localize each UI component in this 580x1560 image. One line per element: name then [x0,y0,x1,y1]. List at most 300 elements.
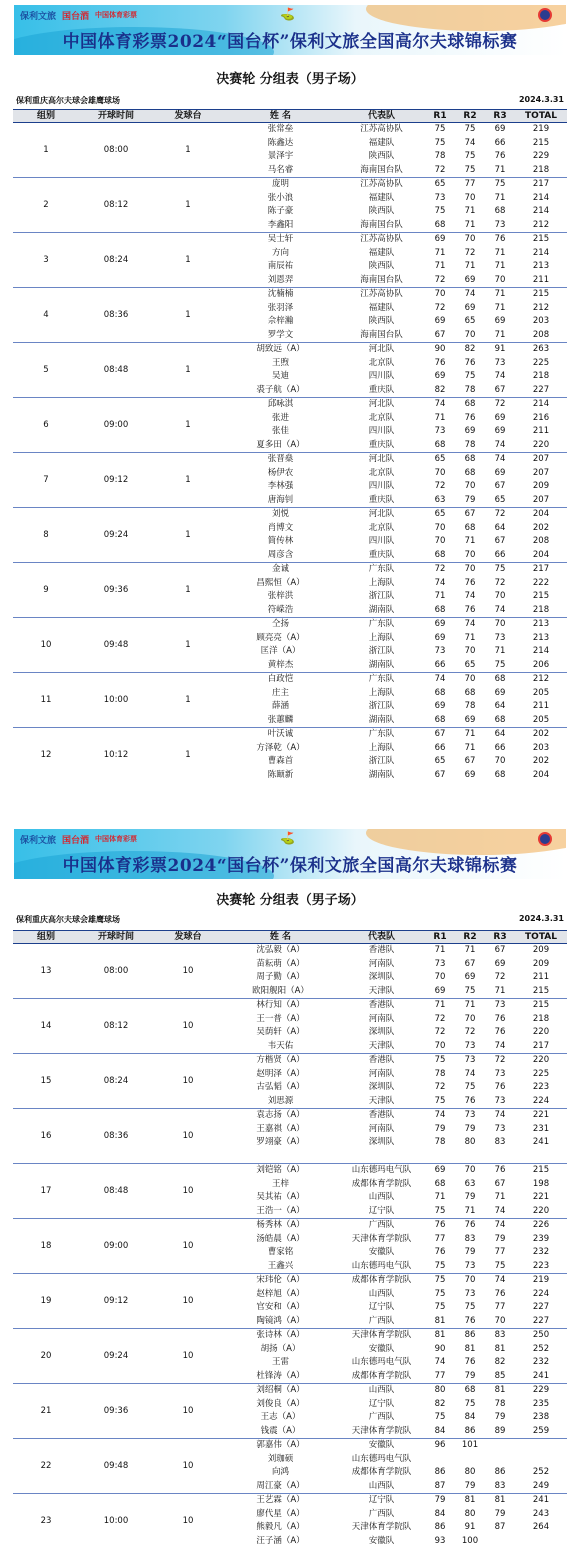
round2-score: 73 [464,1288,476,1299]
round2-score: 71 [455,728,485,742]
team-name: 海南国台队 [360,164,403,175]
total-score: 204 [532,549,550,560]
round2-score: 86 [464,1425,476,1436]
player-name: 王志（A） [260,1412,301,1423]
player-name: 白政恺 [223,673,338,687]
team-name: 广东队 [338,673,425,687]
round3-score: 69 [494,316,506,327]
round1-score: 86 [434,1522,446,1533]
tee-number: 10 [153,1329,223,1384]
round2-score: 71 [464,536,476,547]
total-score [515,1535,567,1549]
round3-score: 71 [494,1192,506,1203]
round3-score: 69 [485,123,515,137]
player-name: 符嵘浩 [267,604,294,615]
total-score: 211 [532,274,550,285]
total-score: 215 [515,288,567,302]
tee-number: 1 [153,728,223,783]
table-row [13,563,567,577]
total-score: 208 [532,536,550,547]
event-banner [14,5,566,55]
total-score: 223 [532,1260,550,1271]
team-name: 重庆队 [368,494,395,505]
round2-score: 70 [464,646,476,657]
group-number: 7 [13,453,79,508]
tee-number: 1 [153,233,223,288]
total-score: 224 [532,1288,550,1299]
round2-score: 73 [455,1109,485,1123]
round3-score: 69 [494,467,506,478]
venue-label: 保利重庆高尔夫球会雄鹰球场 [16,96,120,105]
col-tee: 发球台 [153,931,223,944]
round3-score: 74 [494,604,506,615]
player-name: 吴迪 [271,371,289,382]
col-tee-time: 开球时间 [79,110,153,123]
total-score: 220 [515,1054,567,1068]
round3-score: 72 [494,577,506,588]
round3-score: 64 [494,522,506,533]
total-score: 263 [515,343,567,357]
total-score: 220 [532,1205,550,1216]
round2-score: 70 [455,1274,485,1288]
round2-score: 75 [464,985,476,996]
round2-score: 78 [464,701,476,712]
tee-time: 09:00 [79,1219,153,1274]
player-name: 景泽宇 [267,151,294,162]
player-name: 张诗林（A） [223,1329,338,1343]
round1-score: 90 [425,343,455,357]
poly-logo: 保利文旅 [20,11,57,22]
tee-time: 10:12 [79,728,153,783]
round3-score: 81 [485,1384,515,1398]
round3-score [485,1535,515,1549]
group-number: 12 [13,728,79,783]
badge-icon [538,832,552,846]
player-name: 李林强 [267,481,294,492]
tee-time: 08:12 [79,178,153,233]
round3-score: 67 [494,536,506,547]
col-team: 代表队 [338,931,425,944]
total-score: 264 [532,1522,550,1533]
table-row [13,288,567,302]
round2-score: 67 [455,508,485,522]
player-name: 张蕙麟 [267,714,294,725]
team-name: 陕西队 [368,261,395,272]
tee-time: 09:24 [79,508,153,563]
team-name: 海南国台队 [360,219,403,230]
tee-time: 09:12 [79,1274,153,1329]
total-score: 241 [532,1137,550,1148]
round1-score: 75 [425,1274,455,1288]
team-name: 安徽队 [338,1439,425,1453]
player-name: 陶镜鸿（A） [256,1315,305,1326]
group-number: 11 [13,673,79,728]
round1-score: 75 [434,206,446,217]
player-name: 庄主 [271,687,289,698]
team-name: 成都体育学院队 [351,1178,412,1189]
round1-score: 66 [434,659,446,670]
round2-score: 76 [464,604,476,615]
round2-score: 91 [464,1522,476,1533]
team-name: 天津队 [368,985,395,996]
round1-score: 73 [434,426,446,437]
round3-score: 75 [494,659,506,670]
total-score: 209 [532,481,550,492]
tee-time: 09:24 [79,1329,153,1384]
player-name: 刘思源 [267,1095,294,1106]
group-number: 13 [13,944,79,999]
round1-score: 76 [434,357,446,368]
team-name: 香港队 [338,999,425,1013]
player-name: 胡致远（A） [223,343,338,357]
round1-score: 70 [434,536,446,547]
team-name: 成都体育学院队 [338,1274,425,1288]
round3-score: 66 [494,137,506,148]
team-name: 成都体育学院队 [351,1467,412,1478]
tee-number: 1 [153,673,223,728]
player-name: 刘恩羿 [267,274,294,285]
round3-score: 70 [494,1315,506,1326]
round1-score: 70 [434,522,446,533]
team-name: 天津体育学院队 [351,1233,412,1244]
round1-score: 68 [434,439,446,450]
round3-score: 71 [485,288,515,302]
team-name: 天津体育学院队 [351,1425,412,1436]
round1-score: 70 [434,972,446,983]
round1-score: 65 [425,178,455,192]
total-score: 227 [532,384,550,395]
round2-score: 65 [464,659,476,670]
total-score: 212 [532,219,550,230]
team-name: 辽宁队 [368,1205,395,1216]
round2-score: 76 [464,1357,476,1368]
team-name: 陕西队 [368,316,395,327]
group-number: 6 [13,398,79,453]
team-name: 浙江队 [368,756,395,767]
player-name: 金诚 [223,563,338,577]
round1-score: 75 [425,123,455,137]
total-score: 205 [532,714,550,725]
player-name: 曹森首 [267,756,294,767]
round1-score: 68 [434,219,446,230]
player-name: 简传林 [267,536,294,547]
round3-score: 73 [494,219,506,230]
total-score: 204 [515,508,567,522]
total-score: 214 [532,646,550,657]
player-name: 方楷贤（A） [223,1054,338,1068]
lottery-logo: 中国体育彩票 [95,835,138,843]
round3-score: 82 [494,1357,506,1368]
round3-score: 87 [494,1522,506,1533]
tee-number: 1 [153,398,223,453]
team-name: 江苏高协队 [338,288,425,302]
team-name: 福建队 [368,192,395,203]
group-number: 22 [13,1439,79,1494]
player-name: 刘珈硕 [267,1453,294,1464]
team-name: 天津体育学院队 [351,1522,412,1533]
player-name: 韦天佑 [267,1040,294,1051]
round2-score: 68 [464,467,476,478]
round1-score: 72 [425,563,455,577]
round3-score: 75 [485,563,515,577]
group-number: 23 [13,1494,79,1549]
player-name: 杨伊农 [267,467,294,478]
total-score: 241 [515,1494,567,1508]
total-score: 218 [532,371,550,382]
player-name: 方泽乾（A） [256,742,305,753]
total-score: 205 [532,687,550,698]
player-name: 佘梓瀚 [267,316,294,327]
table-row [13,1494,567,1508]
total-score: 207 [532,494,550,505]
player-name: 肖博文 [267,522,294,533]
tee-number: 10 [153,999,223,1054]
team-name: 陕西队 [368,151,395,162]
total-score: 203 [532,742,550,753]
round2-score: 78 [464,439,476,450]
tee-number: 1 [153,178,223,233]
round2-score: 69 [464,714,476,725]
col-name: 姓 名 [223,110,338,123]
round2-score: 72 [464,1027,476,1038]
round2-score: 67 [464,958,476,969]
round3-score: 74 [494,1205,506,1216]
event-title: 中国体育彩票2024“国台杯”保利文旅全国高尔夫球锦标赛 [62,32,518,52]
round2-score: 79 [464,1370,476,1381]
player-name: 廖代星（A） [256,1508,305,1519]
player-name: 张梓洪 [267,591,294,602]
date-label: 2024.3.31 [518,914,564,923]
round1-score: 69 [425,233,455,247]
round1-score: 69 [434,985,446,996]
round1-score: 84 [434,1425,446,1436]
round2-score: 68 [464,687,476,698]
round1-score: 75 [434,1412,446,1423]
round2-score: 71 [464,742,476,753]
round2-score: 70 [464,329,476,340]
table-row [13,944,567,958]
team-name: 安徽队 [368,1535,395,1546]
round2-score: 70 [464,549,476,560]
round3-score: 76 [485,1164,515,1178]
round2-score: 75 [464,164,476,175]
team-name: 香港队 [338,1054,425,1068]
tee-time: 08:00 [79,944,153,999]
round2-score: 79 [464,494,476,505]
team-name: 深圳队 [368,1137,395,1148]
team-name: 上海队 [368,742,395,753]
round2-score: 75 [464,1302,476,1313]
round2-score: 69 [464,426,476,437]
round3-score: 67 [494,1178,506,1189]
total-score: 231 [532,1123,550,1134]
total-score: 226 [515,1219,567,1233]
round1-score [425,1150,455,1164]
team-name: 河南队 [368,958,395,969]
player-name: 黄梓杰 [267,659,294,670]
round1-score: 71 [434,247,446,258]
tee-time: 10:00 [79,1494,153,1549]
round3-score: 67 [494,481,506,492]
round2-score [455,1453,485,1467]
round1-score: 76 [425,1219,455,1233]
page-subtitle: 决赛轮 分组表（男子场） [216,72,364,87]
group-number: 17 [13,1164,79,1219]
player-name: 郭嘉伟（A） [223,1439,338,1453]
round2-score: 71 [464,261,476,272]
table-row [13,1219,567,1233]
round3-score: 72 [485,398,515,412]
team-name: 重庆队 [368,384,395,395]
total-score: 202 [532,756,550,767]
player-name: 王一普（A） [256,1013,305,1024]
round3-score: 67 [485,944,515,958]
team-name: 江苏高协队 [338,178,425,192]
round1-score: 78 [434,151,446,162]
round1-score: 71 [434,1192,446,1203]
col-total: TOTAL [515,110,567,123]
table-row [13,398,567,412]
team-name: 江苏高协队 [338,123,425,137]
player-name: 方向 [271,247,289,258]
round2-score: 76 [464,412,476,423]
round1-score: 73 [434,958,446,969]
round2-score: 71 [464,219,476,230]
round3-score: 83 [494,1137,506,1148]
group-number: 14 [13,999,79,1054]
round1-score: 66 [434,742,446,753]
round1-score: 79 [434,1123,446,1134]
round2-score: 86 [455,1329,485,1343]
round1-score: 71 [434,591,446,602]
round2-score: 75 [464,1082,476,1093]
round1-score: 68 [434,604,446,615]
total-score: 213 [532,261,550,272]
col-tee-time: 开球时间 [79,931,153,944]
tee-number: 10 [153,1439,223,1494]
team-name: 海南国台队 [360,329,403,340]
table-header-row [13,110,567,123]
team-name: 河北队 [338,398,425,412]
player-name: 庞明 [223,178,338,192]
round2-score: 68 [464,522,476,533]
tee-time: 09:00 [79,398,153,453]
guotai-logo: 国台酒 [62,11,90,22]
round3-score: 71 [494,247,506,258]
group-number: 21 [13,1384,79,1439]
round1-score: 72 [434,302,446,313]
col-team: 代表队 [338,110,425,123]
team-name: 天津队 [368,1095,395,1106]
col-r2: R2 [455,931,485,944]
total-score: 227 [532,1302,550,1313]
player-name: 钱震（A） [260,1425,301,1436]
round2-score: 78 [464,384,476,395]
total-score: 212 [532,302,550,313]
pairings-body [13,123,567,783]
round3-score [485,1150,515,1164]
round1-score: 80 [425,1384,455,1398]
total-score: 198 [532,1178,550,1189]
round1-score: 74 [434,1357,446,1368]
player-name: 刘铠铭（A） [223,1164,338,1178]
round3-score: 75 [494,1260,506,1271]
round1-score: 73 [434,192,446,203]
table-row [13,618,567,632]
team-name: 山东德玛电气队 [351,1260,412,1271]
group-number: 3 [13,233,79,288]
lottery-logo: 中国体育彩票 [95,11,138,19]
total-score: 219 [515,1274,567,1288]
round3-score: 69 [494,412,506,423]
player-name: 匡洋（A） [260,646,301,657]
tee-number: 10 [153,1109,223,1164]
round3-score [485,1439,515,1453]
total-score: 211 [532,701,550,712]
total-score: 232 [532,1357,550,1368]
round1-score: 87 [434,1480,446,1491]
round1-score: 72 [434,1027,446,1038]
player-name: 邱咏淇 [223,398,338,412]
player-name: 王嘉祺（A） [256,1123,305,1134]
group-number: 9 [13,563,79,618]
player-name: 王浩一（A） [256,1205,305,1216]
round1-score: 69 [434,701,446,712]
col-group: 组别 [13,931,79,944]
round3-score: 68 [494,769,506,780]
table-row [13,123,567,137]
tee-time: 08:24 [79,1054,153,1109]
round1-score: 71 [434,412,446,423]
round3-score: 70 [494,274,506,285]
player-name: 汪子涵（A） [256,1535,305,1546]
player-name: 苗耘萌（A） [256,958,305,969]
total-score: 220 [532,1027,550,1038]
player-name: 宋玮伦（A） [223,1274,338,1288]
round2-score: 75 [464,371,476,382]
col-r1: R1 [425,110,455,123]
team-name: 四川队 [368,426,395,437]
team-name: 广西队 [368,1315,395,1326]
total-score: 235 [532,1398,550,1409]
round3-score: 71 [494,985,506,996]
table-row [13,233,567,247]
group-number: 4 [13,288,79,343]
tee-number: 1 [153,618,223,673]
col-r2: R2 [455,110,485,123]
round3-score: 76 [494,1288,506,1299]
total-score: 220 [532,439,550,450]
tee-time: 08:48 [79,1164,153,1219]
total-score: 209 [532,958,550,969]
player-name: 胡扬（A） [260,1343,301,1354]
team-name: 山西队 [338,1384,425,1398]
round3-score: 72 [485,1054,515,1068]
round2-score: 79 [464,1247,476,1258]
round3-score: 73 [494,1123,506,1134]
team-name: 北京队 [368,522,395,533]
player-name: 王煦 [271,357,289,368]
total-score: 238 [532,1412,550,1423]
round2-score: 71 [455,999,485,1013]
round3-score: 71 [494,164,506,175]
total-score [515,1453,567,1467]
round2-score: 72 [464,247,476,258]
player-name: 赵梓旭（A） [256,1288,305,1299]
round2-score: 75 [455,123,485,137]
round3-score: 79 [494,1233,506,1244]
team-name: 安徽队 [368,1247,395,1258]
